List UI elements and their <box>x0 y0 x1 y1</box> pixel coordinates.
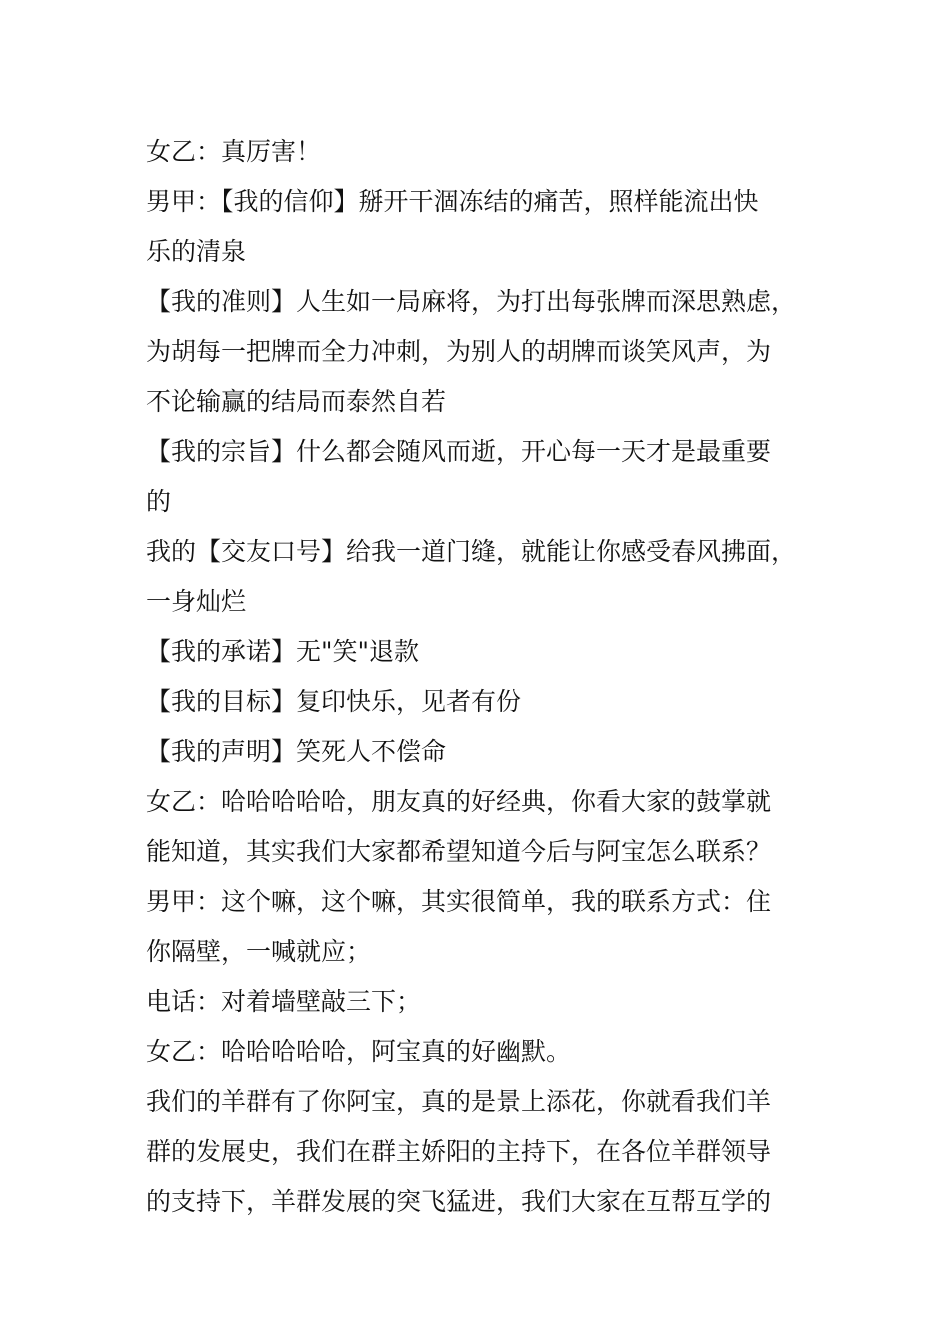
text-line: 一身灿烂 <box>146 587 247 616</box>
text-line: 【我的目标】复印快乐，见者有份 <box>146 687 522 716</box>
text-line: 【我的承诺】无"笑"退款 <box>146 637 419 666</box>
text-line: 的支持下，羊群发展的突飞猛进，我们大家在互帮互学的 <box>146 1187 772 1216</box>
text-line: 为胡每一把牌而全力冲刺，为别人的胡牌而谈笑风声，为 <box>146 337 772 366</box>
text-line: 【我的声明】笑死人不偿命 <box>146 737 447 766</box>
text-line: 女乙：哈哈哈哈哈，阿宝真的好幽默。 <box>146 1037 572 1066</box>
text-line: 男甲：这个嘛，这个嘛，其实很简单，我的联系方式：住 <box>146 887 772 916</box>
document-body <box>146 127 811 1227</box>
text-line: 电话：对着墙壁敲三下； <box>146 987 422 1016</box>
text-line: 【我的准则】人生如一局麻将，为打出每张牌而深思熟虑， <box>146 287 797 316</box>
text-line: 【我的宗旨】什么都会随风而逝，开心每一天才是最重要 <box>146 437 772 466</box>
text-line: 能知道，其实我们大家都希望知道今后与阿宝怎么联系？ <box>146 837 772 866</box>
text-line: 我的【交友口号】给我一道门缝，就能让你感受春风拂面， <box>146 537 797 566</box>
text-line: 男甲：【我的信仰】掰开干涸冻结的痛苦，照样能流出快 <box>146 187 759 216</box>
text-line: 乐的清泉 <box>146 237 247 266</box>
text-line: 不论输赢的结局而泰然自若 <box>146 387 447 416</box>
text-line: 的 <box>146 487 172 516</box>
text-line: 你隔壁，一喊就应； <box>146 937 372 966</box>
text-line: 女乙：真厉害！ <box>146 137 322 166</box>
text-line: 群的发展史，我们在群主娇阳的主持下，在各位羊群领导 <box>146 1137 772 1166</box>
text-line: 我们的羊群有了你阿宝，真的是景上添花，你就看我们羊 <box>146 1087 772 1116</box>
text-line: 女乙：哈哈哈哈哈，朋友真的好经典，你看大家的鼓掌就 <box>146 787 772 816</box>
